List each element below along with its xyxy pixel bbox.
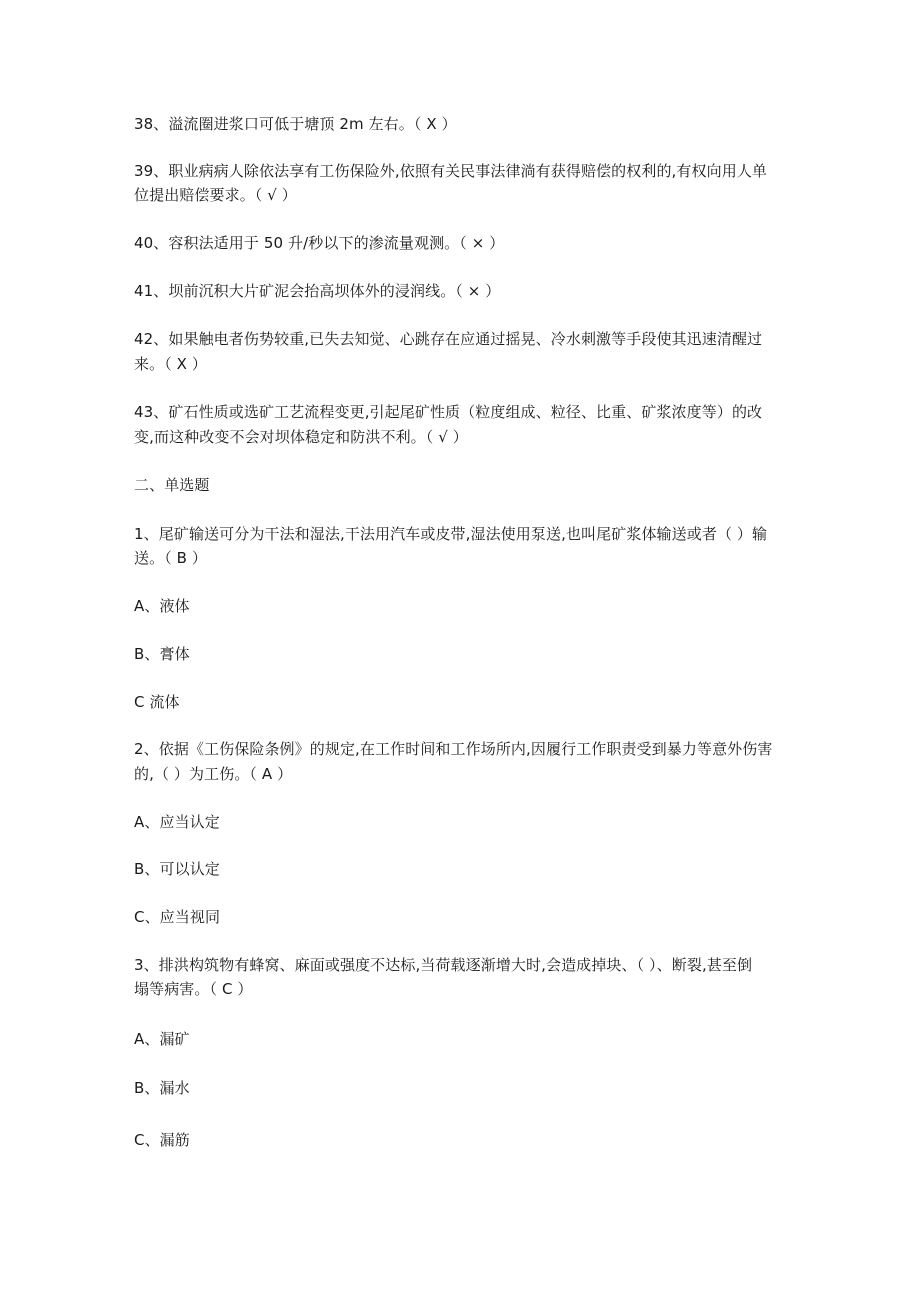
- question-41: 41、坝前沉积大片矿泥会抬高坝体外的浸润线。（ × ）: [134, 282, 501, 300]
- option-3-c: C、漏筋: [134, 1131, 190, 1149]
- option-2-a: A、应当认定: [134, 813, 220, 831]
- question-40: 40、容积法适用于 50 升/秒以下的渗流量观测。（ × ）: [134, 234, 505, 252]
- question-38: 38、溢流圈进浆口可低于塘顶 2m 左右。（ X ）: [134, 115, 457, 133]
- single-question-3-line-1: 3、排洪构筑物有蜂窝、麻面或强度不达标,当荷载逐渐增大时,会造成掉块、（ ）、断裂,甚至倒: [134, 956, 753, 974]
- section-heading-single-choice: 二、单选题: [134, 476, 210, 494]
- option-1-a: A、液体: [134, 597, 190, 615]
- option-2-b: B、可以认定: [134, 860, 220, 878]
- question-39-line-2: 位提出赔偿要求。（ √ ）: [134, 186, 297, 204]
- question-42-line-1: 42、如果触电者伤势较重,已失去知觉、心跳存在应通过摇晃、冷水刺激等手段使其迅速清醒过: [134, 330, 763, 348]
- option-1-b: B、膏体: [134, 645, 190, 663]
- single-question-1-line-1: 1、尾矿输送可分为干法和湿法,干法用汽车或皮带,湿法使用泵送,也叫尾矿浆体输送或者（ ）输: [134, 525, 768, 543]
- single-question-2-line-1: 2、依据《工伤保险条例》的规定,在工作时间和工作场所内,因履行工作职责受到暴力等意外伤害: [134, 740, 773, 758]
- question-43-line-2: 变,而这种改变不会对坝体稳定和防洪不利。（ √ ）: [134, 428, 468, 446]
- option-2-c: C、应当视同: [134, 908, 221, 926]
- question-43-line-1: 43、矿石性质或选矿工艺流程变更,引起尾矿性质（粒度组成、粒径、比重、矿浆浓度等）的改: [134, 403, 763, 421]
- single-question-1-line-2: 送。（ B ）: [134, 549, 208, 567]
- option-1-c: C 流体: [134, 693, 180, 711]
- question-42-line-2: 来。（ X ）: [134, 355, 208, 373]
- single-question-2-line-2: 的,（ ）为工伤。（ A ）: [134, 765, 293, 783]
- option-3-a: A、漏矿: [134, 1030, 190, 1048]
- option-3-b: B、漏水: [134, 1079, 190, 1097]
- question-39-line-1: 39、职业病病人除依法享有工伤保险外,依照有关民事法律淌有获得赔偿的权利的,有权向用人单: [134, 162, 768, 180]
- single-question-3-line-2: 塌等病害。（ C ）: [134, 980, 253, 998]
